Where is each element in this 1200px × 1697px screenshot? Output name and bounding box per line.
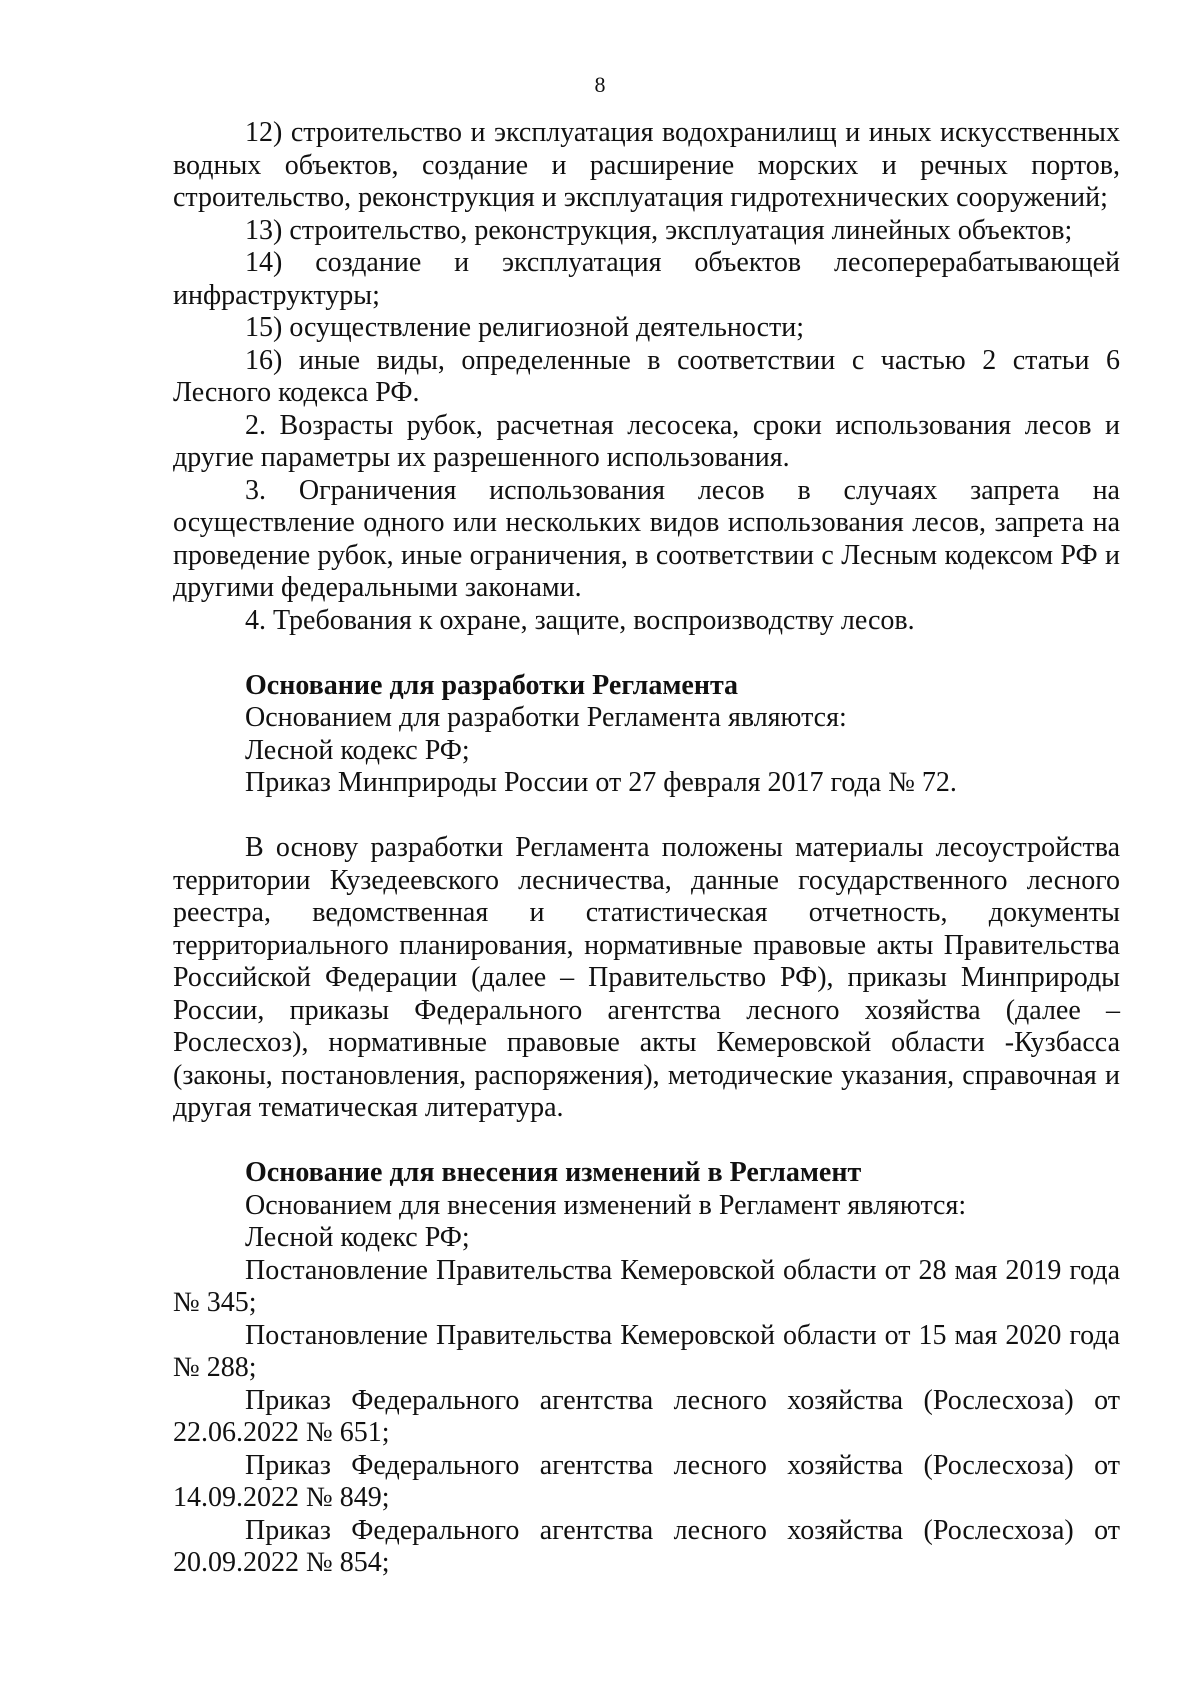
changes-item: Лесной кодекс РФ; bbox=[245, 1222, 470, 1253]
development-intro: Основанием для разработки Регламента являются: bbox=[245, 702, 847, 733]
list-item-12: 12) строительство и эксплуатация водохранилищ и иных искусственных водных объектов, создание и расширение морских и речных портов, строительство, реконструкция и эксплуатация гидротехнических сооружений; bbox=[173, 117, 1120, 213]
development-item: Приказ Минприроды России от 27 февраля 2017 года № 72. bbox=[245, 767, 957, 798]
list-item-15: 15) осуществление религиозной деятельности; bbox=[245, 312, 805, 343]
changes-item: Приказ Федерального агентства лесного хозяйства (Рослесхоза) от 22.06.2022 № 651; bbox=[173, 1384, 1120, 1448]
changes-item: Постановление Правительства Кемеровской области от 15 мая 2020 года № 288; bbox=[173, 1319, 1120, 1383]
spacer bbox=[173, 1125, 1120, 1158]
changes-item: Приказ Федерального агентства лесного хозяйства (Рослесхоза) от 20.09.2022 № 854; bbox=[173, 1514, 1120, 1578]
spacer bbox=[173, 800, 1120, 833]
changes-intro: Основанием для внесения изменений в Регламент являются: bbox=[245, 1189, 967, 1221]
spacer bbox=[173, 637, 1120, 670]
section-heading-development: Основание для разработки Регламента bbox=[245, 669, 739, 701]
section-heading-changes: Основание для внесения изменений в Регламент bbox=[245, 1157, 862, 1188]
changes-item: Приказ Федерального агентства лесного хозяйства (Рослесхоза) от 14.09.2022 № 849; bbox=[173, 1449, 1120, 1513]
changes-item: Постановление Правительства Кемеровской области от 28 мая 2019 года № 345; bbox=[173, 1254, 1120, 1318]
point-4: 4. Требования к охране, защите, воспроизводству лесов. bbox=[245, 604, 915, 636]
point-2: 2. Возрасты рубок, расчетная лесосека, сроки использования лесов и другие параметры их разрешенного использования. bbox=[173, 409, 1120, 473]
development-item: Лесной кодекс РФ; bbox=[245, 734, 470, 766]
list-item-14: 14) создание и эксплуатация объектов лесоперерабатывающей инфраструктуры; bbox=[173, 247, 1120, 311]
document-body bbox=[173, 117, 1120, 1580]
list-item-16: 16) иные виды, определенные в соответствии с частью 2 статьи 6 Лесного кодекса РФ. bbox=[173, 344, 1120, 408]
page-number: 8 bbox=[594, 72, 606, 97]
materials-paragraph: В основу разработки Регламента положены материалы лесоустройства территории Кузедеевского лесничества, данные государственного лесного реестра, ведомственная и статистическая отчетность, документы территориального планирования, нормативные правовые акты Правительства Российской Федерации (далее – Правительство РФ), приказы Минприроды России, приказы Федерального агентства лесного хозяйства (далее – Рослесхоз), нормативные правовые акты Кемеровской области -Кузбасса (законы, постановления, распоряжения), методические указания, справочная и другая тематическая литература. bbox=[173, 832, 1120, 1123]
list-item-13: 13) строительство, реконструкция, эксплуатация линейных объектов; bbox=[245, 214, 1073, 246]
point-3: 3. Ограничения использования лесов в случаях запрета на осуществление одного или нескольких видов использования лесов, запрета на проведение рубок, иные ограничения, в соответствии с Лесным кодексом РФ и другими федеральными законами. bbox=[173, 474, 1120, 603]
